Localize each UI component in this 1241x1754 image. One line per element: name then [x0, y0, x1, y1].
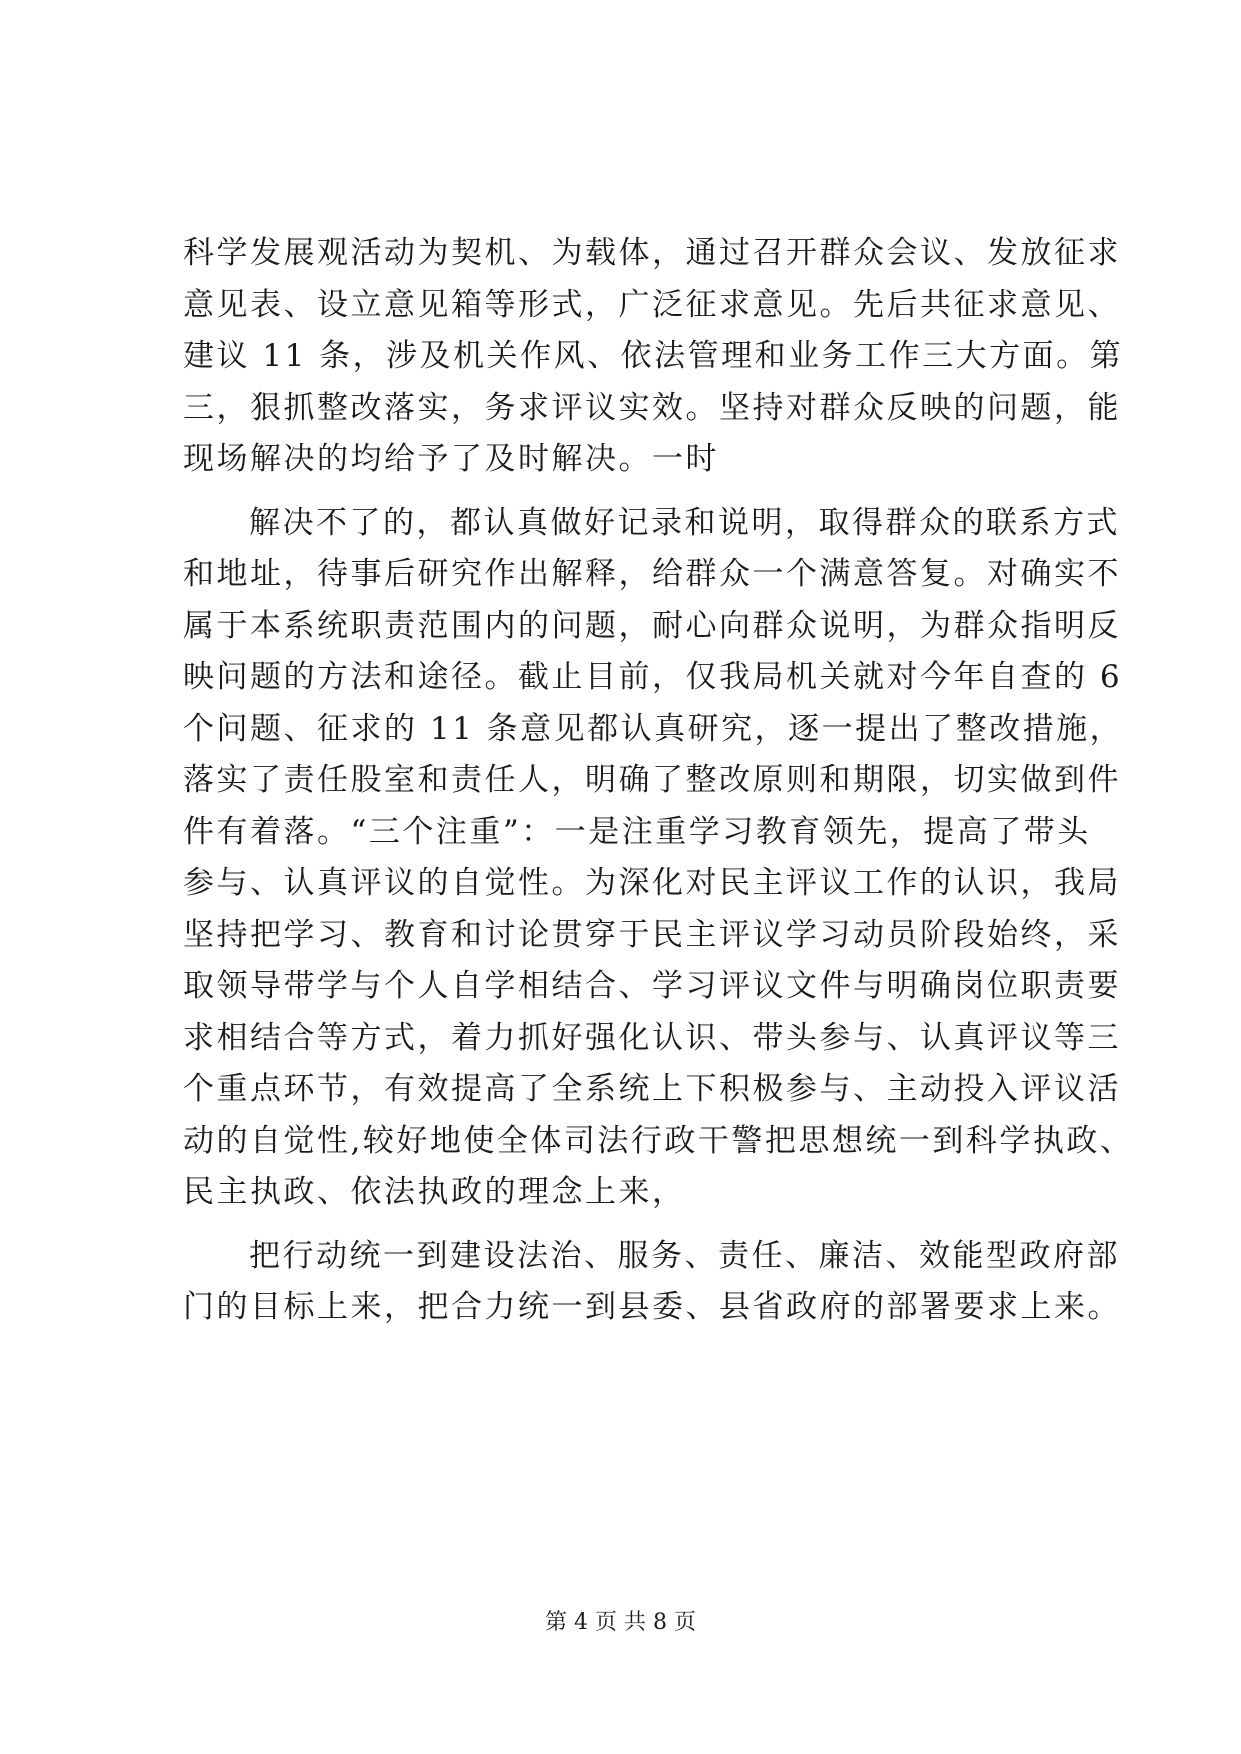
text-line: 属于本系统职责范围内的问题，耐心向群众说明，为群众指明反 — [183, 607, 1121, 644]
text-line: 意见表、设立意见箱等形式，广泛征求意见。先后共征求意见、 — [183, 286, 1121, 323]
text-line: 落实了责任股室和责任人，明确了整改原则和期限，切实做到件 — [183, 762, 1121, 798]
text-line: 解决不了的，都认真做好记录和说明，取得群众的联系方式 — [249, 504, 1120, 541]
text-line: 和地址，待事后研究作出解释，给群众一个满意答复。对确实不 — [183, 556, 1121, 592]
body-text — [183, 228, 1134, 1334]
text-line: 建议 11 条，涉及机关作风、依法管理和业务工作三大方面。第 — [183, 338, 1124, 374]
text-line: 民主执政、依法执政的理念上来， — [183, 1174, 686, 1210]
text-line: 坚持把学习、教育和讨论贯穿于民主评议学习动员阶段始终，采 — [183, 916, 1121, 953]
text-line: 件有着落。“三个注重”：一是注重学习教育领先，提高了带头 — [183, 813, 1091, 850]
page-footer: 第 4 页 共 8 页 — [545, 1610, 696, 1635]
text-line: 参与、认真评议的自觉性。为深化对民主评议工作的认识，我局 — [183, 865, 1121, 901]
text-line: 个重点环节，有效提高了全系统上下积极参与、主动投入评议活 — [183, 1071, 1121, 1107]
text-line: 取领导带学与个人自学相结合、学习评议文件与明确岗位职责要 — [183, 968, 1121, 1004]
text-line: 现场解决的均给予了及时解决。一时 — [183, 441, 719, 477]
text-line: 门的目标上来，把合力统一到县委、县省政府的部署要求上来。 — [183, 1289, 1121, 1325]
text-line: 科学发展观活动为契机、为载体，通过召开群众会议、发放征求 — [183, 235, 1121, 271]
text-line: 映问题的方法和途径。截止目前，仅我局机关就对今年自查的 6 — [183, 659, 1123, 695]
text-line: 三，狠抓整改落实，务求评议实效。坚持对群众反映的问题，能 — [183, 389, 1121, 426]
text-line: 个问题、征求的 11 条意见都认真研究，逐一提出了整改措施， — [183, 710, 1124, 747]
text-line: 求相结合等方式，着力抓好强化认识、带头参与、认真评议等三 — [183, 1019, 1121, 1056]
text-line: 把行动统一到建设法治、服务、责任、廉洁、效能型政府部 — [249, 1237, 1120, 1274]
text-line: 动的自觉性,较好地使全体司法行政干警把思想统一到科学执政、 — [183, 1122, 1134, 1159]
